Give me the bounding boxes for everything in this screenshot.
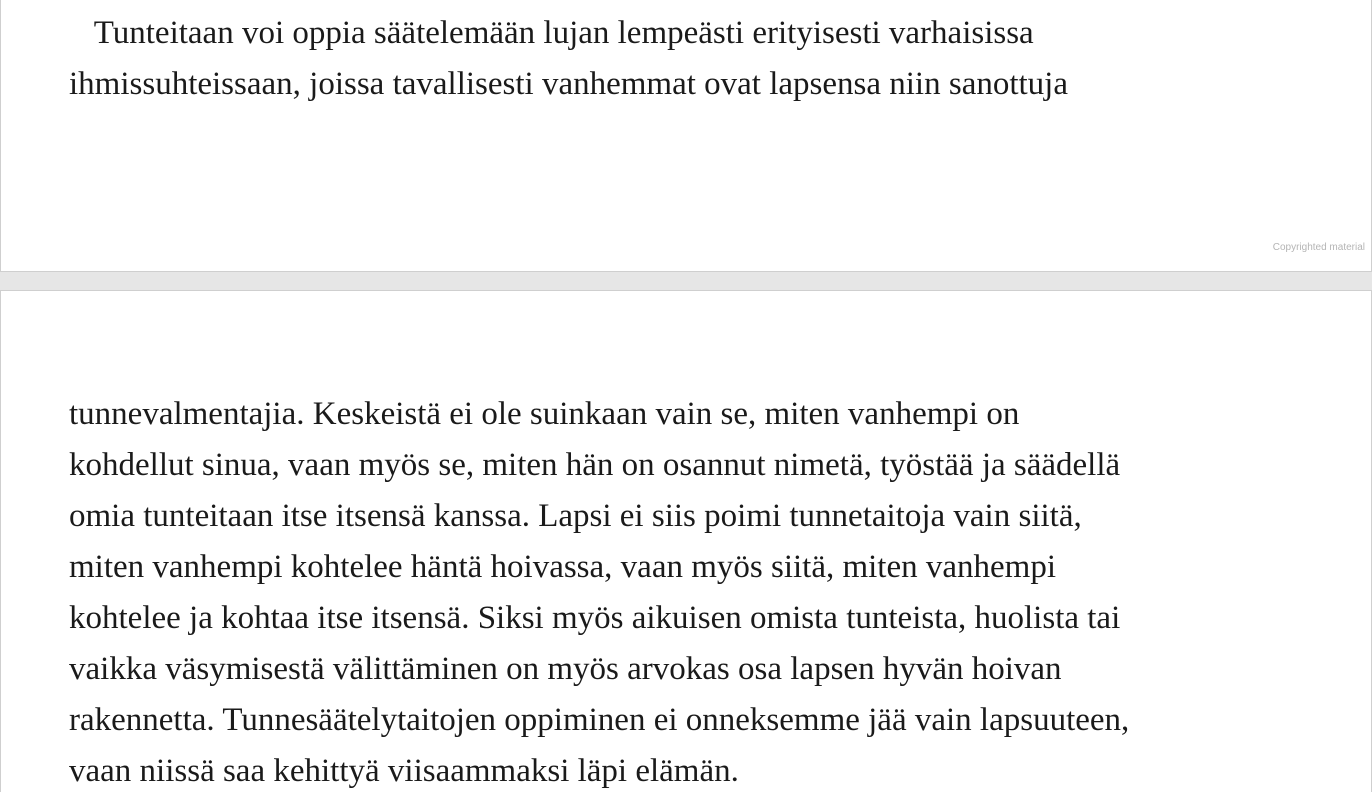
paragraph-line: omia tunteitaan itse itsensä kanssa. Lapsi ei siis poimi tunnetaitoja vain siitä, <box>69 498 1082 534</box>
paragraph-line: tunnevalmentajia. Keskeistä ei ole suinkaan vain se, miten vanhempi on <box>69 396 1020 432</box>
copyright-notice: Copyrighted material <box>1272 242 1365 253</box>
paragraph-line: vaan niissä saa kehittyä viisaammaksi läpi elämän. <box>69 753 739 789</box>
document-page-top <box>0 0 1372 272</box>
paragraph-line: kohtelee ja kohtaa itse itsensä. Siksi myös aikuisen omista tunteista, huolista tai <box>69 600 1121 636</box>
paragraph-line: kohdellut sinua, vaan myös se, miten hän on osannut nimetä, työstää ja säädellä <box>69 447 1121 483</box>
paragraph-line: miten vanhempi kohtelee häntä hoivassa, vaan myös siitä, miten vanhempi <box>69 549 1057 585</box>
paragraph-line: vaikka väsymisestä välittäminen on myös arvokas osa lapsen hyvän hoivan <box>69 651 1062 687</box>
document-page-bottom <box>0 290 1372 792</box>
paragraph-line: ihmissuhteissaan, joissa tavallisesti vanhemmat ovat lapsensa niin sanottuja <box>69 66 1068 102</box>
paragraph-line: Tunteitaan voi oppia säätelemään lujan lempeästi erityisesti varhaisissa <box>69 15 1034 51</box>
paragraph-line: rakennetta. Tunnesäätelytaitojen oppiminen ei onneksemme jää vain lapsuuteen, <box>69 702 1130 738</box>
